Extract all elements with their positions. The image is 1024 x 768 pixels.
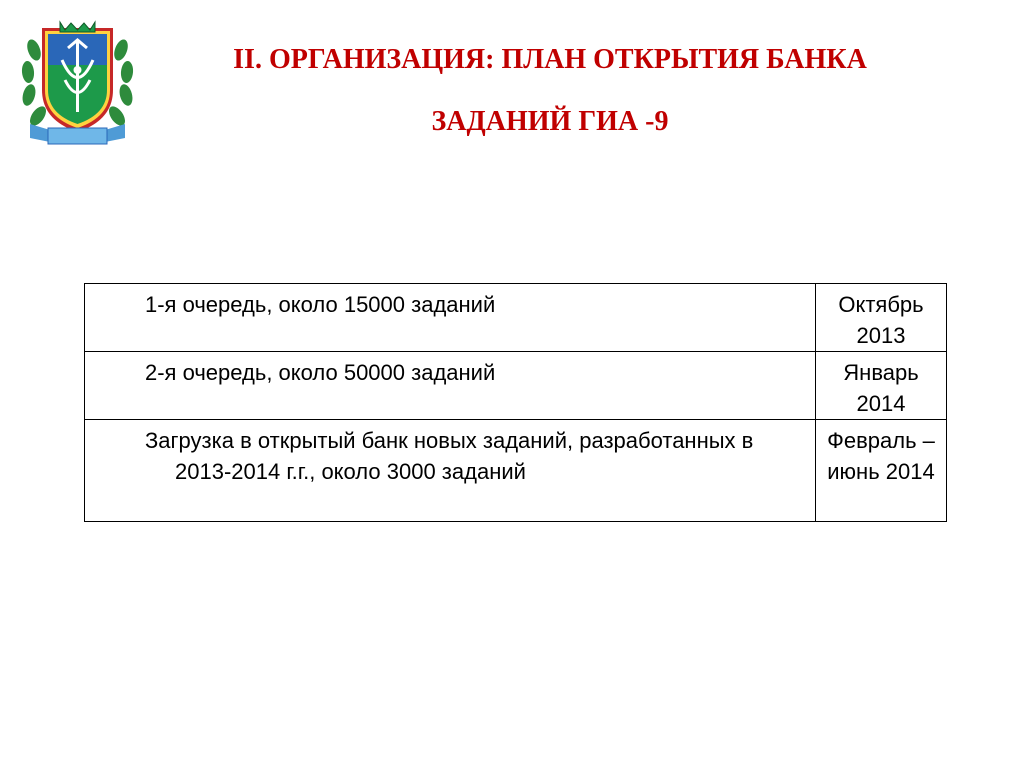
page-title-line2: ЗАДАНИЙ ГИА -9 (431, 106, 669, 137)
table-row (85, 352, 947, 420)
task-cell (85, 420, 816, 522)
date-cell (816, 352, 947, 420)
task-cell (85, 284, 816, 352)
date-text: Февраль – июнь 2014 (827, 428, 935, 484)
table-row (85, 420, 947, 522)
date-text: Октябрь 2013 (838, 292, 924, 348)
task-text: Загрузка в открытый банк новых заданий, разработанных в 2013-2014 г.г., около 3000 заданий (145, 428, 754, 484)
date-text: Январь 2014 (843, 360, 919, 416)
task-text: 1-я очередь, около 15000 заданий (145, 292, 496, 317)
date-cell (816, 284, 947, 352)
page-title: II. ОРГАНИЗАЦИЯ: ПЛАН ОТКРЫТИЯ БАНКА (233, 44, 867, 75)
task-text: 2-я очередь, около 50000 заданий (145, 360, 496, 385)
plan-table (84, 283, 947, 522)
date-cell (816, 420, 947, 522)
table-row (85, 284, 947, 352)
task-cell (85, 352, 816, 420)
coat-of-arms-icon (20, 20, 135, 150)
